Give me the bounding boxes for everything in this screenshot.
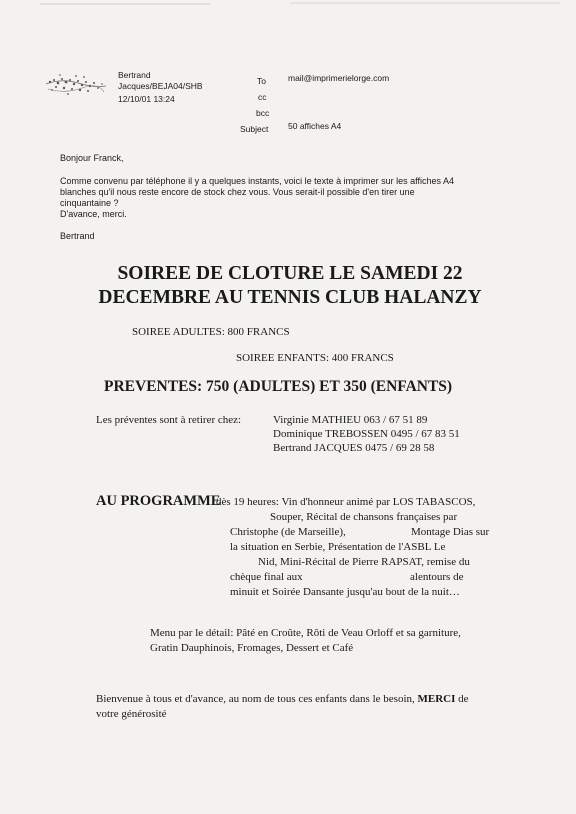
contact-item: Bertrand JACQUES 0475 / 69 28 58 bbox=[273, 442, 435, 454]
program-line: dès 19 heures: Vin d'honneur animé par LOS TABASCOS, bbox=[216, 496, 476, 508]
subject-label: Subject bbox=[240, 124, 269, 134]
program-line: minuit et Soirée Dansante jusqu'au bout de la nuit… bbox=[230, 586, 460, 598]
welcome-text-end: de bbox=[458, 693, 469, 705]
sender-logo-icon bbox=[42, 70, 110, 100]
body-line: D'avance, merci. bbox=[60, 209, 127, 219]
program-line: chèque final aux bbox=[230, 571, 303, 583]
program-line: Christophe (de Marseille), bbox=[230, 526, 346, 538]
presales-where: Les préventes sont à retirer chez: bbox=[96, 414, 242, 426]
greeting: Bonjour Franck, bbox=[60, 153, 124, 163]
bcc-label: bcc bbox=[256, 108, 270, 118]
children-price: SOIREE ENFANTS: 400 FRANCS bbox=[236, 352, 394, 364]
welcome-line2: votre générosité bbox=[96, 708, 167, 720]
cc-label: cc bbox=[258, 92, 267, 102]
program-line: Nid, Mini-Récital de Pierre RAPSAT, remise du bbox=[258, 556, 470, 568]
menu-line: Gratin Dauphinois, Fromages, Dessert et Café bbox=[150, 642, 354, 654]
to-label: To bbox=[257, 76, 266, 86]
sender-address: Jacques/BEJA04/SHB bbox=[118, 81, 203, 91]
poster-title-line1: SOIREE DE CLOTURE LE SAMEDI 22 bbox=[117, 263, 463, 284]
body-line: Comme convenu par téléphone il y a quelques instants, voici le texte à imprimer sur les affiches A4 bbox=[60, 176, 455, 186]
subject-value: 50 affiches A4 bbox=[288, 121, 342, 131]
program-label: AU PROGRAMME bbox=[96, 493, 221, 509]
program-line: alentours de bbox=[410, 571, 464, 583]
body-line: blanches qu'il nous reste encore de stock chez vous. Vous serait-il possible d'en tirer une bbox=[60, 187, 415, 197]
poster-title-line2: DECEMBRE AU TENNIS CLUB HALANZY bbox=[98, 287, 482, 308]
body-line: cinquantaine ? bbox=[60, 198, 119, 208]
welcome-text: Bienvenue à tous et d'avance, au nom de tous ces enfants dans le besoin, bbox=[96, 693, 415, 705]
sender-name: Bertrand bbox=[118, 70, 151, 80]
welcome-line bbox=[96, 693, 469, 707]
welcome-thanks: MERCI bbox=[417, 693, 456, 705]
program-line: Montage Dias sur bbox=[411, 526, 490, 538]
to-value: mail@imprimerielorge.com bbox=[288, 73, 390, 83]
presales-heading: PREVENTES: 750 (ADULTES) ET 350 (ENFANTS) bbox=[104, 378, 453, 395]
contact-item: Dominique TREBOSSEN 0495 / 67 83 51 bbox=[273, 428, 460, 440]
program-line: la situation en Serbie, Présentation de l'ASBL Le bbox=[230, 541, 446, 553]
scan-artifact bbox=[0, 0, 576, 10]
menu-line: Menu par le détail: Pâté en Croûte, Rôti de Veau Orloff et sa garniture, bbox=[150, 627, 461, 639]
adults-price: SOIREE ADULTES: 800 FRANCS bbox=[132, 326, 290, 338]
contact-item: Virginie MATHIEU 063 / 67 51 89 bbox=[273, 414, 428, 426]
signature: Bertrand bbox=[60, 231, 95, 241]
program-line: Souper, Récital de chansons françaises par bbox=[270, 511, 458, 523]
sent-datetime: 12/10/01 13:24 bbox=[118, 94, 175, 104]
